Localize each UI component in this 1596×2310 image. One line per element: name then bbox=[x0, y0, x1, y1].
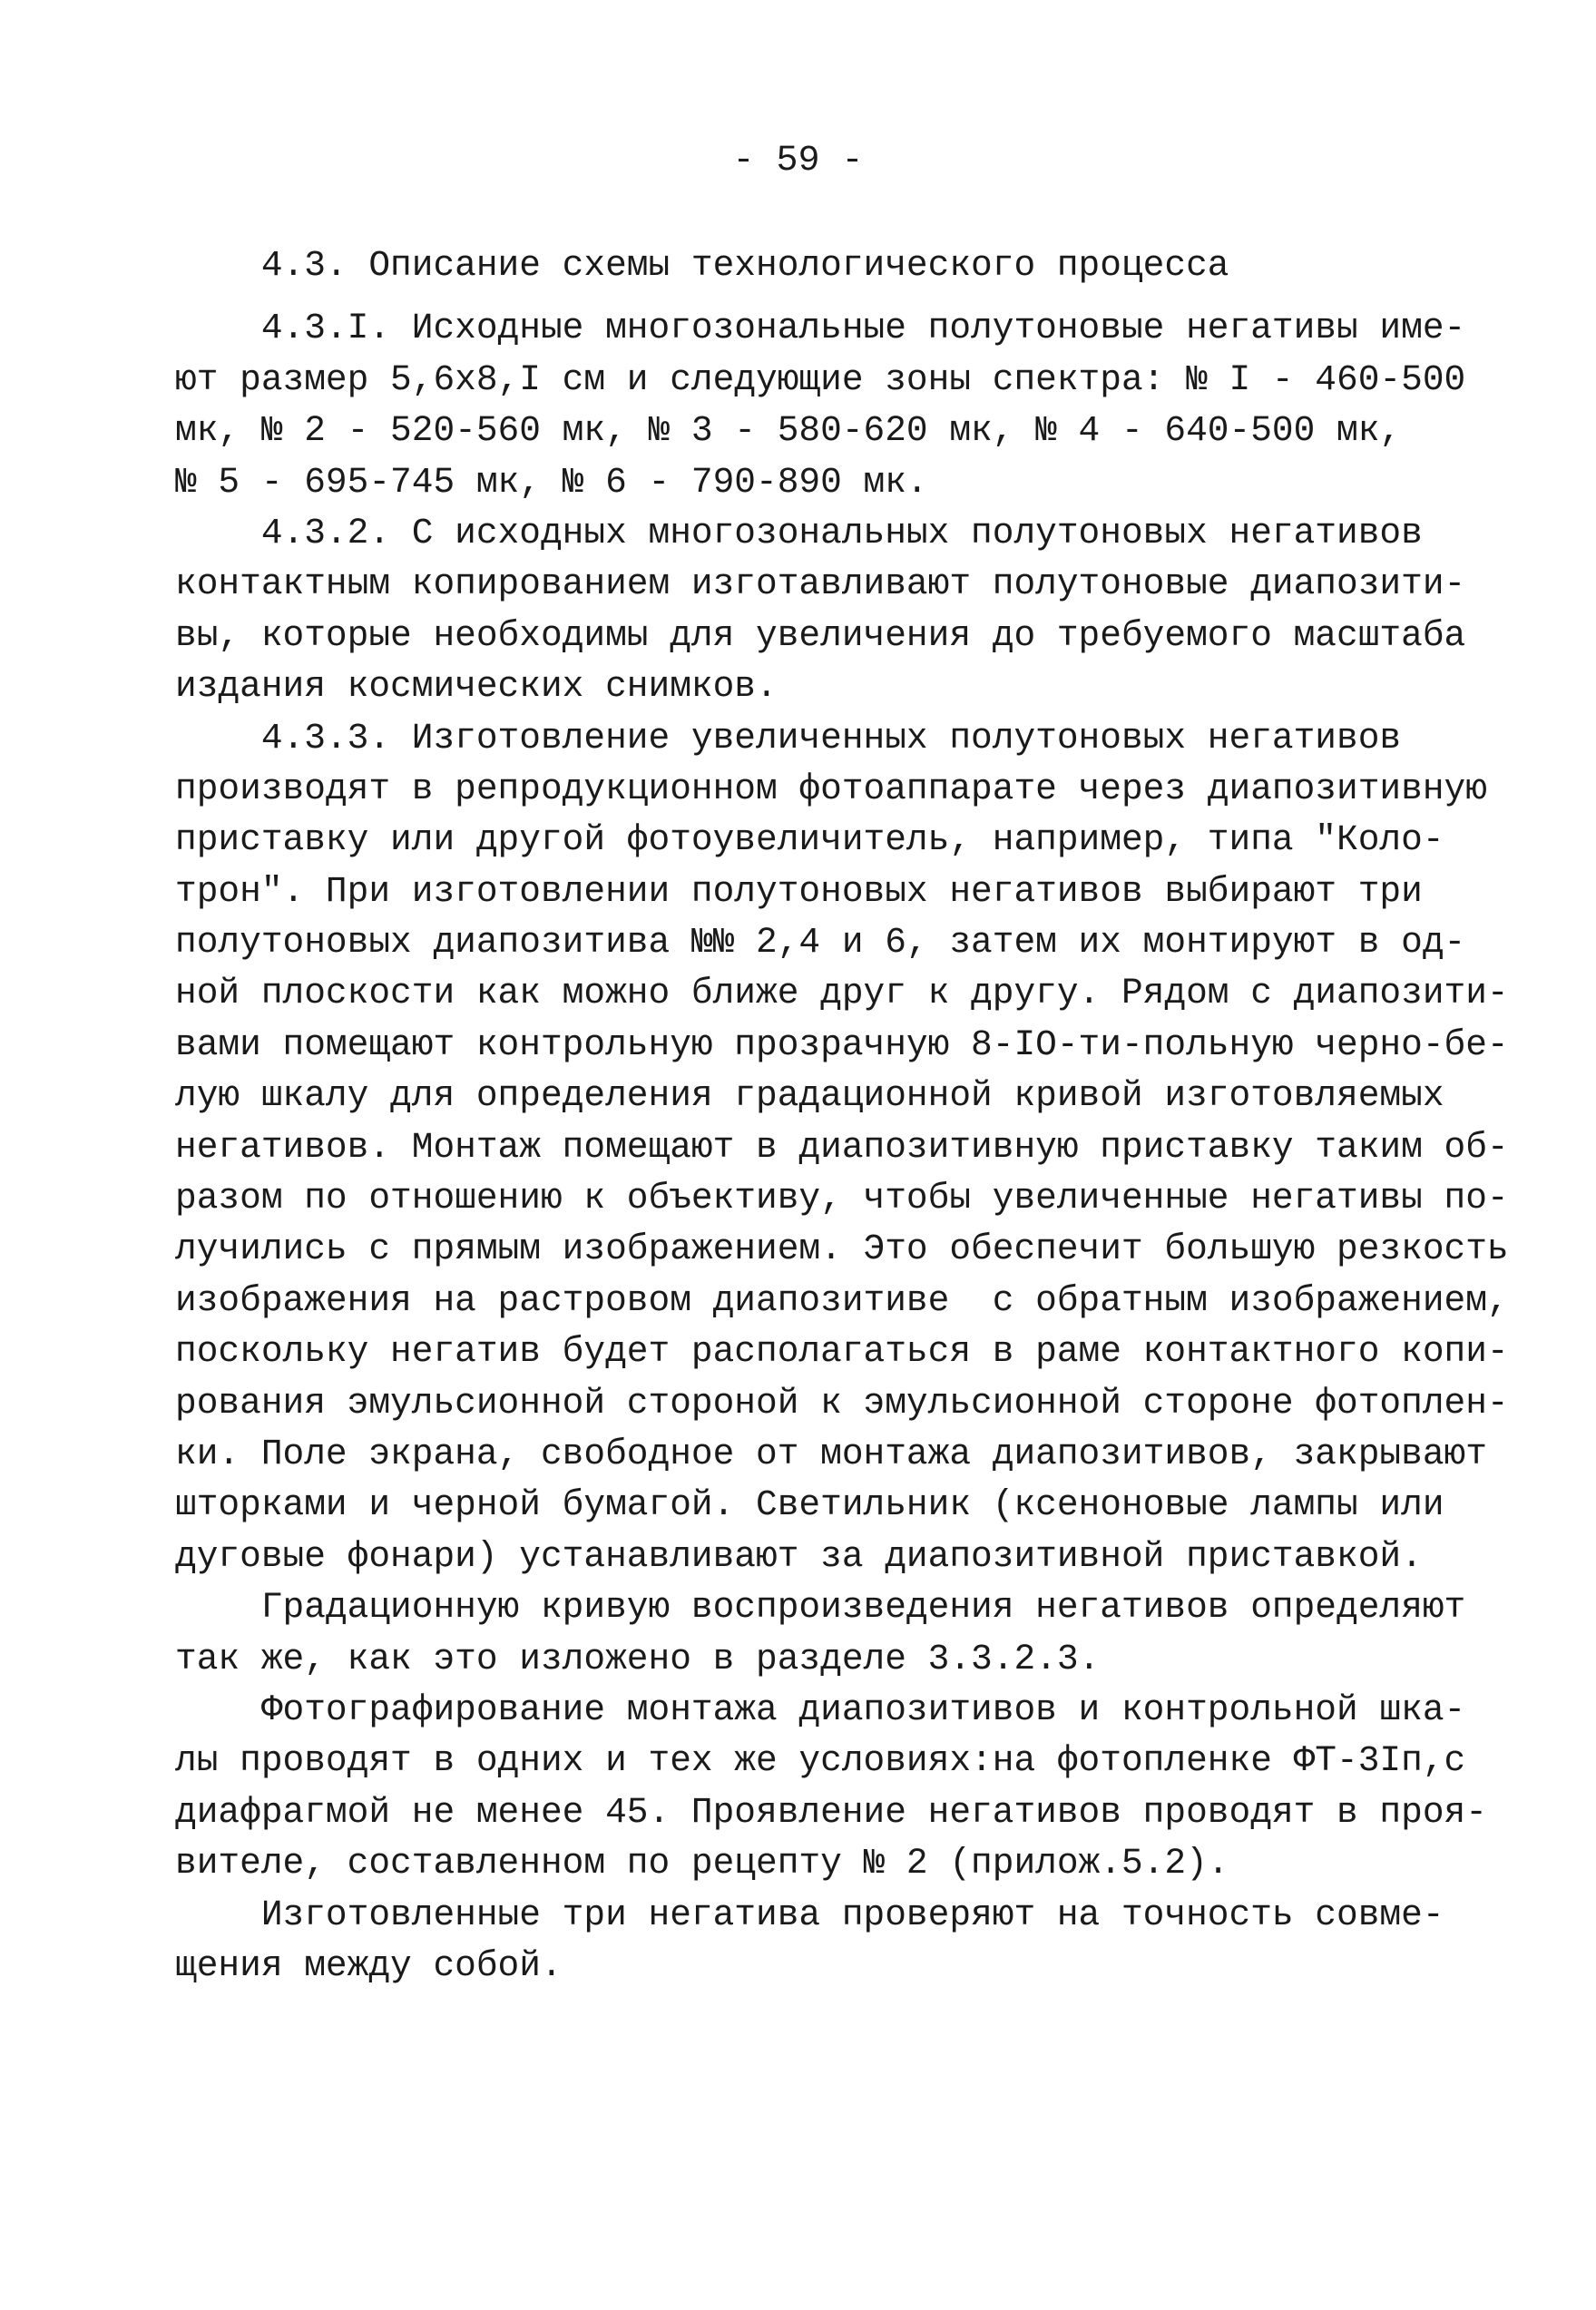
text-line: вы, которые необходимы для увеличения до требуемого масштаба bbox=[175, 614, 1466, 656]
text-line: 4.3.I. Исходные многозональные полутоновые негативы име- bbox=[175, 308, 1466, 349]
text-line: полутоновых диапозитива №№ 2,4 и 6, затем их монтируют в од- bbox=[175, 922, 1466, 964]
text-line: приставку или другой фотоувеличитель, например, типа "Коло- bbox=[175, 819, 1444, 861]
text-line: шторками и черной бумагой. Светильник (ксеноновые лампы или bbox=[175, 1484, 1444, 1526]
text-line: дуговые фонари) устанавливают за диапозитивной приставкой. bbox=[175, 1535, 1423, 1577]
text-line: диафрагмой не менее 45. Проявление негативов проводят в проя- bbox=[175, 1791, 1487, 1833]
text-line: № 5 - 695-745 мк, № 6 - 790-890 мк. bbox=[175, 461, 928, 503]
text-line: лучились с прямым изображением. Это обеспечит большую резкость bbox=[175, 1228, 1509, 1270]
text-line: так же, как это изложено в разделе 3.3.2.3. bbox=[175, 1638, 1101, 1679]
text-line: Фотографирование монтажа диапозитивов и контрольной шка- bbox=[175, 1688, 1466, 1730]
text-line: контактным копированием изготавливают полутоновые диапозити- bbox=[175, 563, 1466, 605]
text-line: изображения на растровом диапозитиве с обратным изображением, bbox=[175, 1279, 1509, 1321]
paragraph-alignment-check bbox=[175, 1890, 1464, 1992]
text-line: Изготовленные три негатива проверяют на точность совме- bbox=[175, 1894, 1444, 1935]
paragraph-4-3-3 bbox=[175, 713, 1509, 1583]
text-line: ют размер 5,6x8,I см и следующие зоны спектра: № I - 460-500 bbox=[175, 358, 1466, 400]
section-title: 4.3. Описание схемы технологического процесса bbox=[175, 245, 1229, 286]
paragraph-4-3-2 bbox=[175, 508, 1464, 713]
text-line: ной плоскости как можно ближе друг к другу. Рядом с диапозити- bbox=[175, 973, 1509, 1014]
text-line: поскольку негатив будет располагаться в раме контактного копи- bbox=[175, 1331, 1509, 1373]
text-line: трон". При изготовлении полутоновых негативов выбирают три bbox=[175, 870, 1423, 912]
paragraph-photographing bbox=[175, 1685, 1487, 1890]
text-line: негативов. Монтаж помещают в диапозитивную приставку таким об- bbox=[175, 1126, 1509, 1168]
text-line: издания космических снимков. bbox=[175, 666, 778, 708]
text-line: лы проводят в одних и тех же условиях:на фотопленке ФТ-3Iп,с bbox=[175, 1740, 1466, 1782]
text-line: щения между собой. bbox=[175, 1944, 563, 1986]
text-line: Градационную кривую воспроизведения негативов определяют bbox=[175, 1587, 1466, 1629]
paragraph-4-3-1 bbox=[175, 303, 1464, 508]
text-line: 4.3.2. С исходных многозональных полутоновых негативов bbox=[175, 512, 1423, 553]
text-line: вами помещают контрольную прозрачную 8-IO-ти-польную черно-бе- bbox=[175, 1023, 1509, 1065]
text-line: разом по отношению к объективу, чтобы увеличенные негативы по- bbox=[175, 1178, 1509, 1219]
text-line: рования эмульсионной стороной к эмульсионной стороне фотоплен- bbox=[175, 1382, 1509, 1424]
paragraph-gradation-curve bbox=[175, 1582, 1464, 1685]
text-line: лую шкалу для определения градационной кривой изготовляемых bbox=[175, 1075, 1444, 1117]
text-line: вителе, составленном по рецепту № 2 (прилож.5.2). bbox=[175, 1843, 1229, 1884]
text-line: ки. Поле экрана, свободное от монтажа диапозитивов, закрывают bbox=[175, 1433, 1487, 1474]
page-number: - 59 - bbox=[732, 141, 864, 181]
text-line: мк, № 2 - 520-560 мк, № 3 - 580-620 мк, № 4 - 640-500 мк, bbox=[175, 410, 1402, 452]
text-line: производят в репродукционном фотоаппарате через диапозитивную bbox=[175, 768, 1487, 809]
text-line: 4.3.3. Изготовление увеличенных полутоновых негативов bbox=[175, 717, 1402, 759]
document-body bbox=[175, 240, 1509, 1992]
